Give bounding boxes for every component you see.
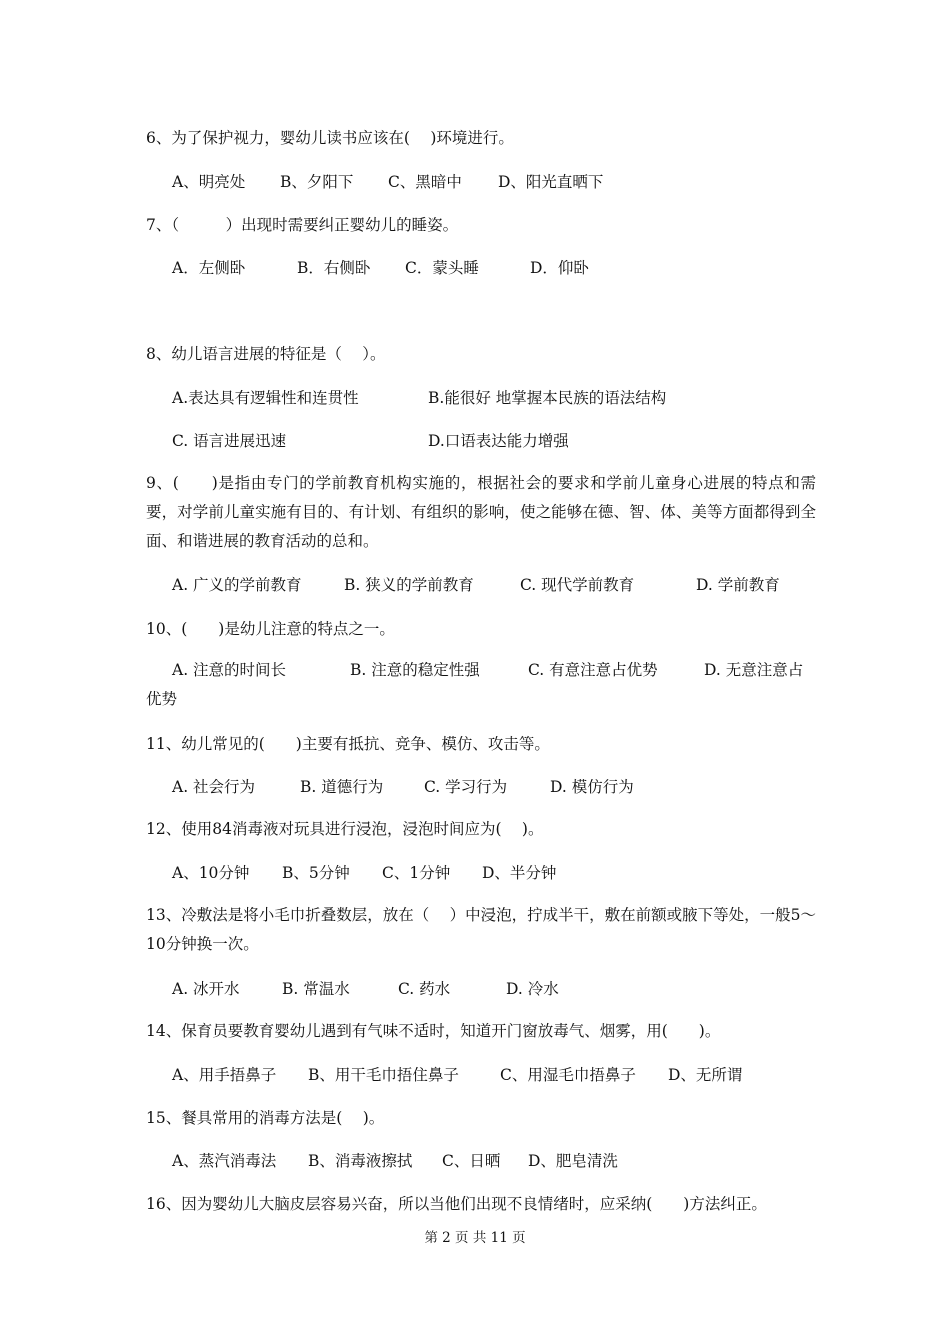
question-11-options <box>172 776 634 798</box>
option-c: C、用湿毛巾捂鼻子 <box>500 1066 636 1084</box>
question-12: 12、使用84消毒液对玩具进行浸泡，浸泡时间应为( )。 <box>146 820 544 838</box>
option-c: C、黑暗中 <box>388 173 462 191</box>
option-b: B.能很好 地掌握本民族的语法结构 <box>428 389 667 407</box>
option-d: D. 冷水 <box>506 980 559 998</box>
question-8-options-row2 <box>172 430 569 452</box>
question-16: 16、因为婴幼儿大脑皮层容易兴奋，所以当他们出现不良情绪时，应采纳( )方法纠正。 <box>146 1195 767 1213</box>
option-d: D.口语表达能力增强 <box>428 432 569 450</box>
option-b: B、5分钟 <box>282 864 350 882</box>
question-9-options <box>172 574 780 596</box>
option-c: C. 药水 <box>398 980 451 998</box>
option-b: B、用干毛巾捂住鼻子 <box>308 1066 459 1084</box>
option-a: A. 注意的时间长 <box>172 661 287 679</box>
question-10-options <box>146 656 816 714</box>
question-15-options <box>172 1150 618 1172</box>
option-d: D、肥皂清洗 <box>528 1152 618 1170</box>
option-d: D．仰卧 <box>530 259 589 277</box>
option-c: C. 学习行为 <box>424 778 508 796</box>
option-a: A. 冰开水 <box>172 980 240 998</box>
question-8: 8、幼儿语言进展的特征是（ ）。 <box>146 345 386 363</box>
question-14: 14、保育员要教育婴幼儿遇到有气味不适时，知道开门窗放毒气、烟雾，用( )。 <box>146 1022 721 1040</box>
option-d: D. 模仿行为 <box>550 778 634 796</box>
question-14-options <box>172 1064 742 1086</box>
option-c: C. 语言进展迅速 <box>172 432 287 450</box>
option-c: C. 有意注意占优势 <box>528 661 658 679</box>
question-7: 7、（ ）出现时需要纠正婴幼儿的睡姿。 <box>146 216 459 234</box>
question-12-options <box>172 862 556 884</box>
option-c: C、日晒 <box>442 1152 501 1170</box>
option-d: D、阳光直晒下 <box>498 173 604 191</box>
option-b: B、消毒液擦拭 <box>308 1152 413 1170</box>
option-c: C．蒙头睡 <box>405 259 479 277</box>
option-b: B. 常温水 <box>282 980 350 998</box>
question-13: 13、冷敷法是将小毛巾折叠数层，放在（ ）中浸泡，拧成半干，敷在前额或腋下等处，一般5～10分钟换一次。 <box>146 906 817 953</box>
option-b: B. 注意的稳定性强 <box>350 661 480 679</box>
question-10: 10、( )是幼儿注意的特点之一。 <box>146 620 395 638</box>
option-c: C、1分钟 <box>382 864 451 882</box>
option-a: A、明亮处 <box>172 173 246 191</box>
option-d: D. 无意注意占优势 <box>146 661 804 708</box>
option-a: A. 社会行为 <box>172 778 256 796</box>
option-a: A、蒸汽消毒法 <box>172 1152 277 1170</box>
option-a: A. 广义的学前教育 <box>172 576 302 594</box>
question-6: 6、为了保护视力，婴幼儿读书应该在( )环境进行。 <box>146 129 514 147</box>
question-9: 9、( )是指由专门的学前教育机构实施的，根据社会的要求和学前儿童身心进展的特点和需要，对学前儿童实施有目的、有计划、有组织的影响，使之能够在德、智、体、美等方面都得到全面、和谐进展的教育活动的总和。 <box>146 474 816 550</box>
option-c: C. 现代学前教育 <box>520 576 635 594</box>
option-a: A、10分钟 <box>172 864 250 882</box>
option-b: B. 狭义的学前教育 <box>344 576 474 594</box>
question-8-options-row1 <box>172 387 666 409</box>
option-d: D、半分钟 <box>482 864 557 882</box>
question-13-options <box>172 978 559 1000</box>
question-11: 11、幼儿常见的( )主要有抵抗、竞争、模仿、攻击等。 <box>146 735 550 753</box>
option-a: A．左侧卧 <box>172 259 246 277</box>
option-a: A.表达具有逻辑性和连贯性 <box>172 389 359 407</box>
option-d: D. 学前教育 <box>696 576 780 594</box>
option-a: A、用手捂鼻子 <box>172 1066 277 1084</box>
option-d: D、无所谓 <box>668 1066 743 1084</box>
option-b: B、夕阳下 <box>280 173 354 191</box>
question-15: 15、餐具常用的消毒方法是( )。 <box>146 1109 385 1127</box>
option-b: B. 道德行为 <box>300 778 384 796</box>
page-number-footer: 第 2 页 共 11 页 <box>424 1230 526 1246</box>
question-7-options <box>172 257 589 279</box>
question-6-options <box>172 171 603 193</box>
option-b: B．右侧卧 <box>297 259 371 277</box>
